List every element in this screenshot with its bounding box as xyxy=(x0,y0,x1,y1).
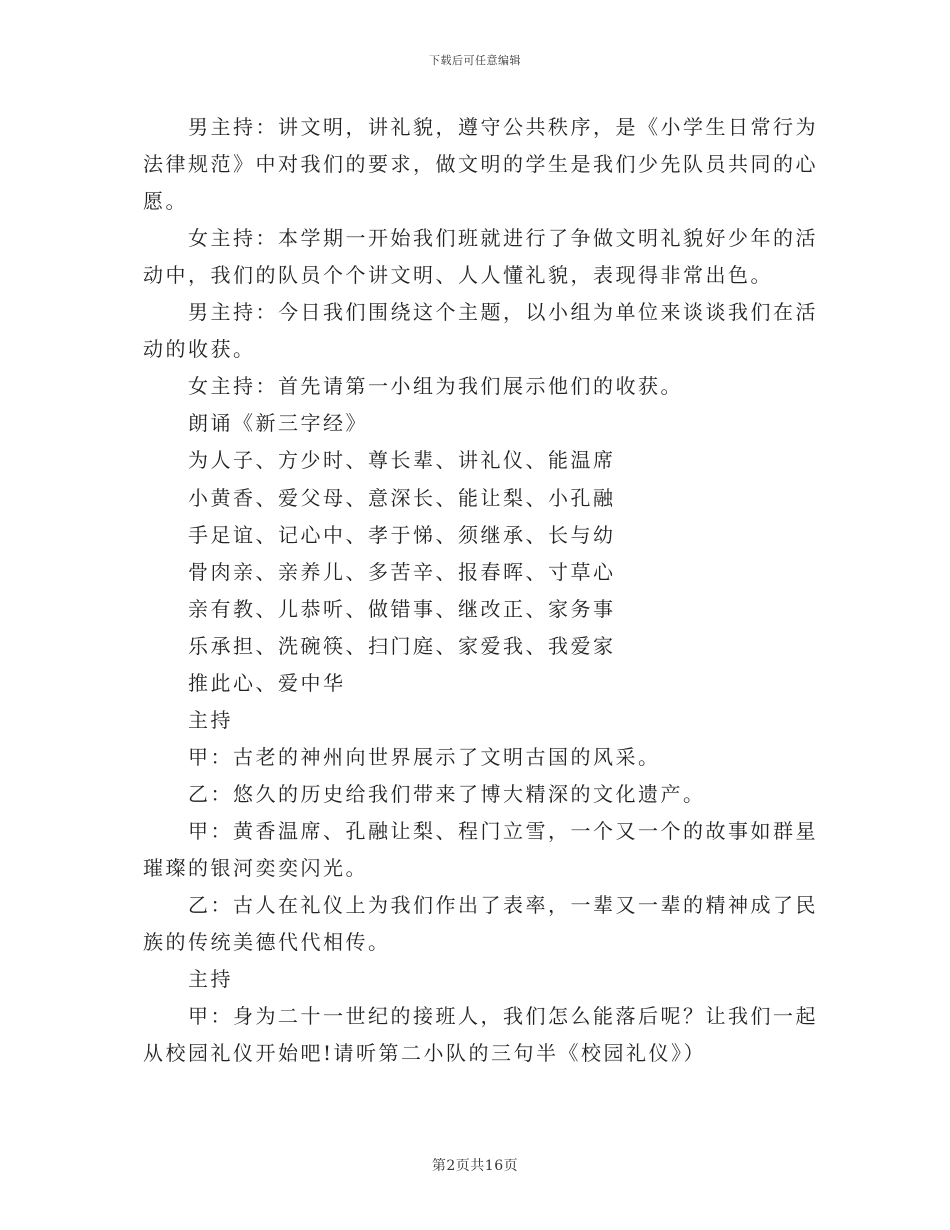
text-line: 骨肉亲、亲养儿、多苦辛、报春晖、寸草心 xyxy=(188,560,616,584)
text-line: 璀璨的银河奕奕闪光。 xyxy=(143,856,368,880)
text-line: 女主持：本学期一开始我们班就进行了争做文明礼貌好少年的活 xyxy=(188,226,818,250)
text-line: 族的传统美德代代相传。 xyxy=(143,930,391,954)
text-line: 男主持：今日我们围绕这个主题，以小组为单位来谈谈我们在活 xyxy=(188,300,818,324)
text-line: 动中，我们的队员个个讲文明、人人懂礼貌，表现得非常出色。 xyxy=(143,263,773,287)
text-line: 愿。 xyxy=(143,189,188,213)
text-line: 小黄香、爱父母、意深长、能让梨、小孔融 xyxy=(188,486,616,510)
page-header: 下载后可任意编辑 xyxy=(429,54,521,67)
text-line: 为人子、方少时、尊长辈、讲礼仪、能温席 xyxy=(188,448,616,472)
text-line: 甲：黄香温席、孔融让梨、程门立雪，一个又一个的故事如群星 xyxy=(188,819,818,843)
text-line: 朗诵《新三字经》 xyxy=(188,411,368,435)
text-line: 乙：古人在礼仪上为我们作出了表率，一辈又一辈的精神成了民 xyxy=(188,893,818,917)
text-line: 甲：身为二十一世纪的接班人，我们怎么能落后呢？让我们一起 xyxy=(188,1004,818,1028)
text-line: 推此心、爱中华 xyxy=(188,671,346,695)
text-line: 女主持：首先请第一小组为我们展示他们的收获。 xyxy=(188,374,683,398)
text-line: 甲：古老的神州向世界展示了文明古国的风采。 xyxy=(188,745,661,769)
text-line: 乐承担、洗碗筷、扫门庭、家爱我、我爱家 xyxy=(188,634,616,658)
text-line: 乙：悠久的历史给我们带来了博大精深的文化遗产。 xyxy=(188,782,706,806)
text-line: 从校园礼仪开始吧!请听第二小队的三句半《校园礼仪》） xyxy=(143,1041,707,1065)
text-line: 主持 xyxy=(188,708,233,732)
text-line: 手足谊、记心中、孝于悌、须继承、长与幼 xyxy=(188,523,616,547)
text-line: 动的收获。 xyxy=(143,337,256,361)
text-line: 法律规范》中对我们的要求，做文明的学生是我们少先队员共同的心 xyxy=(143,152,818,176)
text-line: 男主持：讲文明，讲礼貌，遵守公共秩序，是《小学生日常行为 xyxy=(188,115,818,139)
page-footer: 第2页共16页 xyxy=(431,1158,519,1174)
text-line: 主持 xyxy=(188,967,233,991)
text-line: 亲有教、儿恭听、做错事、继改正、家务事 xyxy=(188,597,616,621)
